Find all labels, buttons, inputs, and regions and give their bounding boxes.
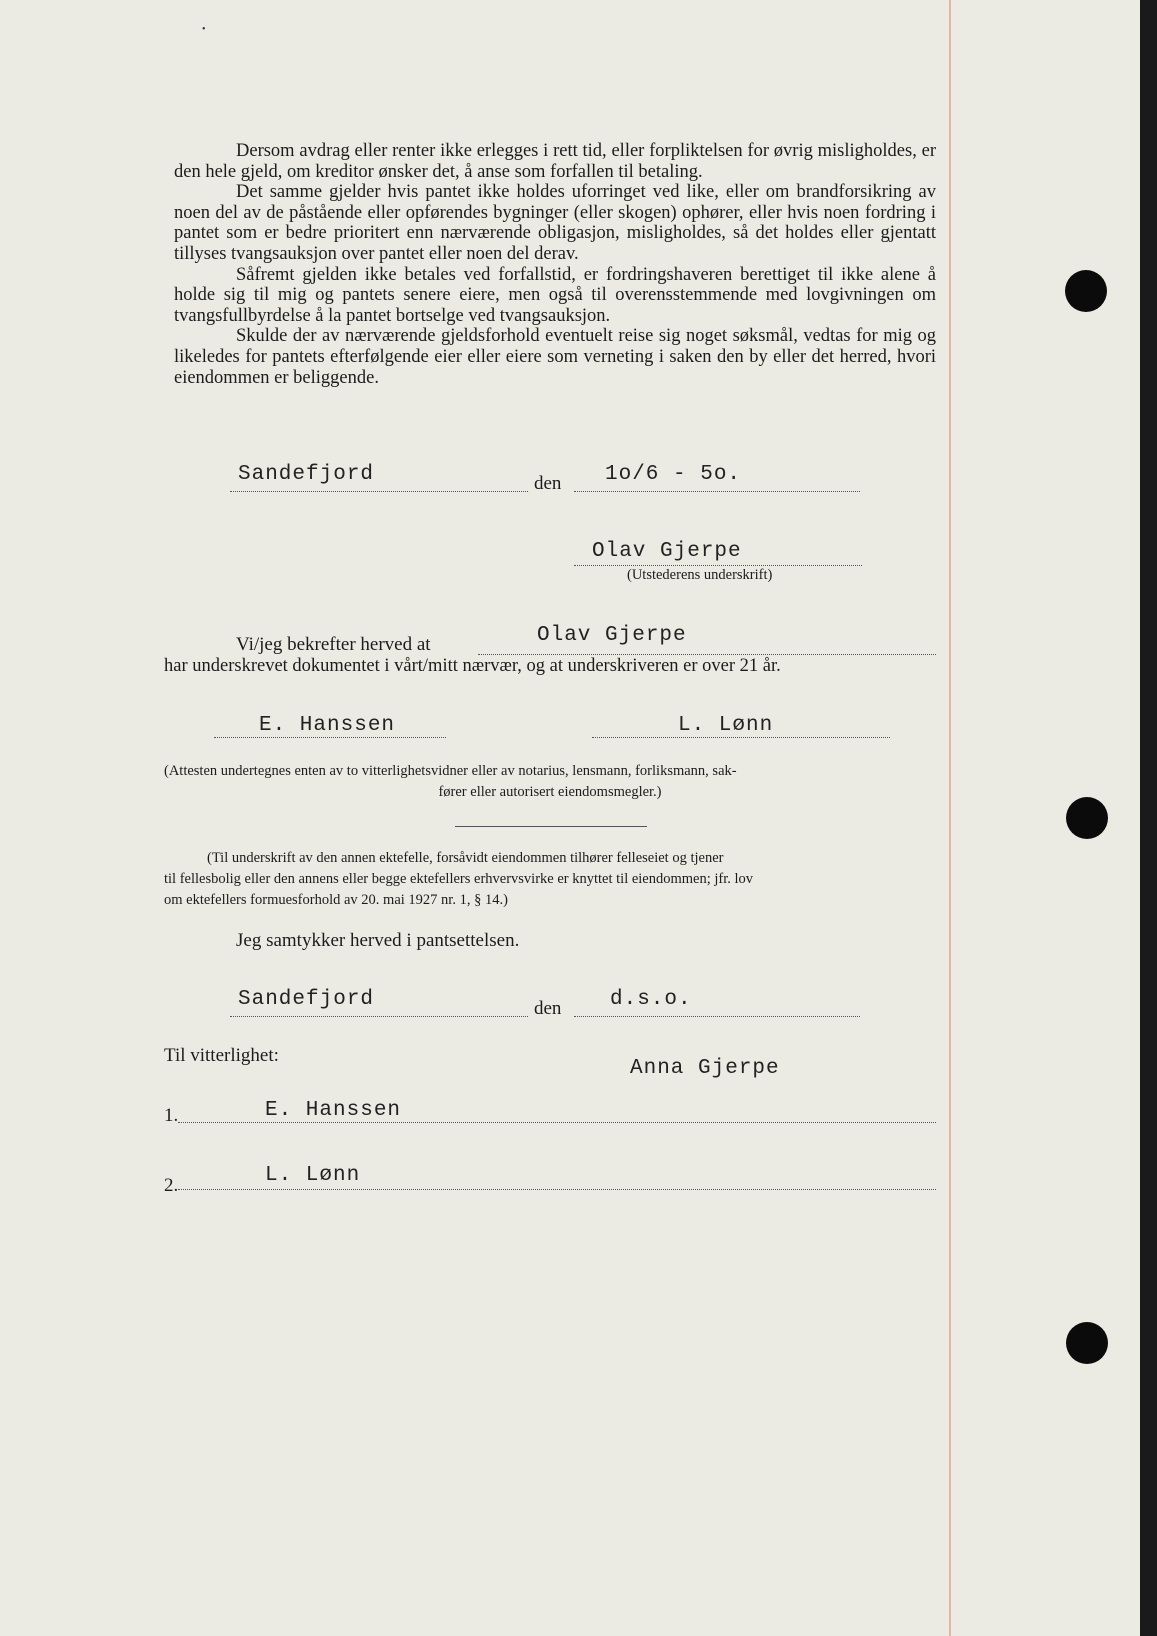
issue-date: 1o/6 - 5o.	[605, 463, 742, 486]
consent-witness-1-line	[178, 1122, 936, 1123]
attest-witness-1-line	[214, 737, 446, 738]
attest-witness-2: L. Lønn	[678, 714, 774, 737]
consent-witness-2-line	[178, 1189, 936, 1190]
attestation-note-line-2: fører eller autorisert eiendomsmegler.)	[438, 784, 662, 800]
paragraph-enforcement: Såfremt gjelden ikke betales ved forfallstid, er fordringshaveren berettiget til ikke alene å holde sig til mig og pantets senere eiere, men også til overensstemmende med lovgivningen om tvangsfullbyrdelse å la pantet bortselge ved tvangsauksjon.	[174, 264, 936, 326]
margin-rule	[949, 0, 951, 1636]
consent-witness-1: E. Hanssen	[265, 1099, 402, 1122]
spouse-note-line-1: (Til underskrift av den annen ektefelle, forsåvidt eiendommen tilhører felleseiet og tjener	[207, 850, 724, 866]
spouse-note-line-2: til fellesbolig eller den annens eller begge ektefellers erhvervsvirke er knyttet til eiendommen; jfr. lov	[164, 871, 754, 887]
consent-date-line	[574, 1016, 860, 1017]
consent-witness-2: L. Lønn	[265, 1164, 361, 1187]
consent-signature: Anna Gjerpe	[630, 1057, 780, 1080]
issue-den-label: den	[534, 473, 562, 494]
punch-hole-top	[1065, 270, 1107, 312]
attest-witness-2-line	[592, 737, 890, 738]
spouse-note-line-3: om ektefellers formuesforhold av 20. mai 1927 nr. 1, § 14.)	[164, 892, 508, 908]
consent-den-label: den	[534, 998, 562, 1019]
witness-number-2: 2.	[164, 1175, 179, 1196]
scan-speck: •	[202, 24, 206, 35]
issue-place: Sandefjord	[238, 463, 375, 486]
attestation-name: Olav Gjerpe	[537, 624, 687, 647]
consent-text: Jeg samtykker herved i pantsettelsen.	[236, 930, 520, 951]
paragraph-security: Det samme gjelder hvis pantet ikke holdes uforringet ved like, eller om brandforsikring av noen del av de påstående eller opførendes bygninger (eller skogen) ophører, eller hvis noen fordring i pantet som er bedre prioritert enn nærværende obligasjon, misligholdes, så det holdes eller gjentatt tillyses tvangsauksjon over pantet eller noen del derav.	[174, 182, 936, 264]
attestation-name-line	[478, 654, 936, 655]
issuer-signature: Olav Gjerpe	[592, 540, 742, 563]
witness-label: Til vitterlighet:	[164, 1045, 279, 1066]
attestation-lead: Vi/jeg bekrefter herved at	[236, 634, 431, 655]
issue-date-line	[574, 491, 860, 492]
issuer-signature-caption: (Utstederens underskrift)	[627, 567, 773, 583]
paragraph-default: Dersom avdrag eller renter ikke erlegges i rett tid, eller forpliktelsen for øvrig misligholdes, er den hele gjeld, om kreditor ønsker det, å anse som forfallen til betaling.	[174, 141, 936, 182]
paragraph-venue: Skulde der av nærværende gjeldsforhold eventuelt reise sig noget søksmål, vedtas for mig og likeledes for pantets efterfølgende eier eller eiere som verneting i saken den by eller det herred, hvori eiendommen er beliggende.	[174, 326, 936, 388]
attestation-continuation: har underskrevet dokumentet i vårt/mitt nærvær, og at underskriveren er over 21 år.	[164, 656, 781, 676]
attest-witness-1: E. Hanssen	[259, 714, 396, 737]
section-divider	[455, 826, 647, 827]
terms-text	[174, 141, 936, 388]
consent-place-line	[230, 1016, 528, 1017]
attestation-note-line-1: (Attesten undertegnes enten av to vitterlighetsvidner eller av notarius, lensmann, forliksmann, sak-	[164, 763, 737, 779]
consent-date: d.s.o.	[610, 988, 692, 1011]
issue-place-line	[230, 491, 528, 492]
witness-number-1: 1.	[164, 1105, 179, 1126]
consent-place: Sandefjord	[238, 988, 375, 1011]
punch-hole-bottom	[1066, 1322, 1108, 1364]
punch-hole-middle	[1066, 797, 1108, 839]
